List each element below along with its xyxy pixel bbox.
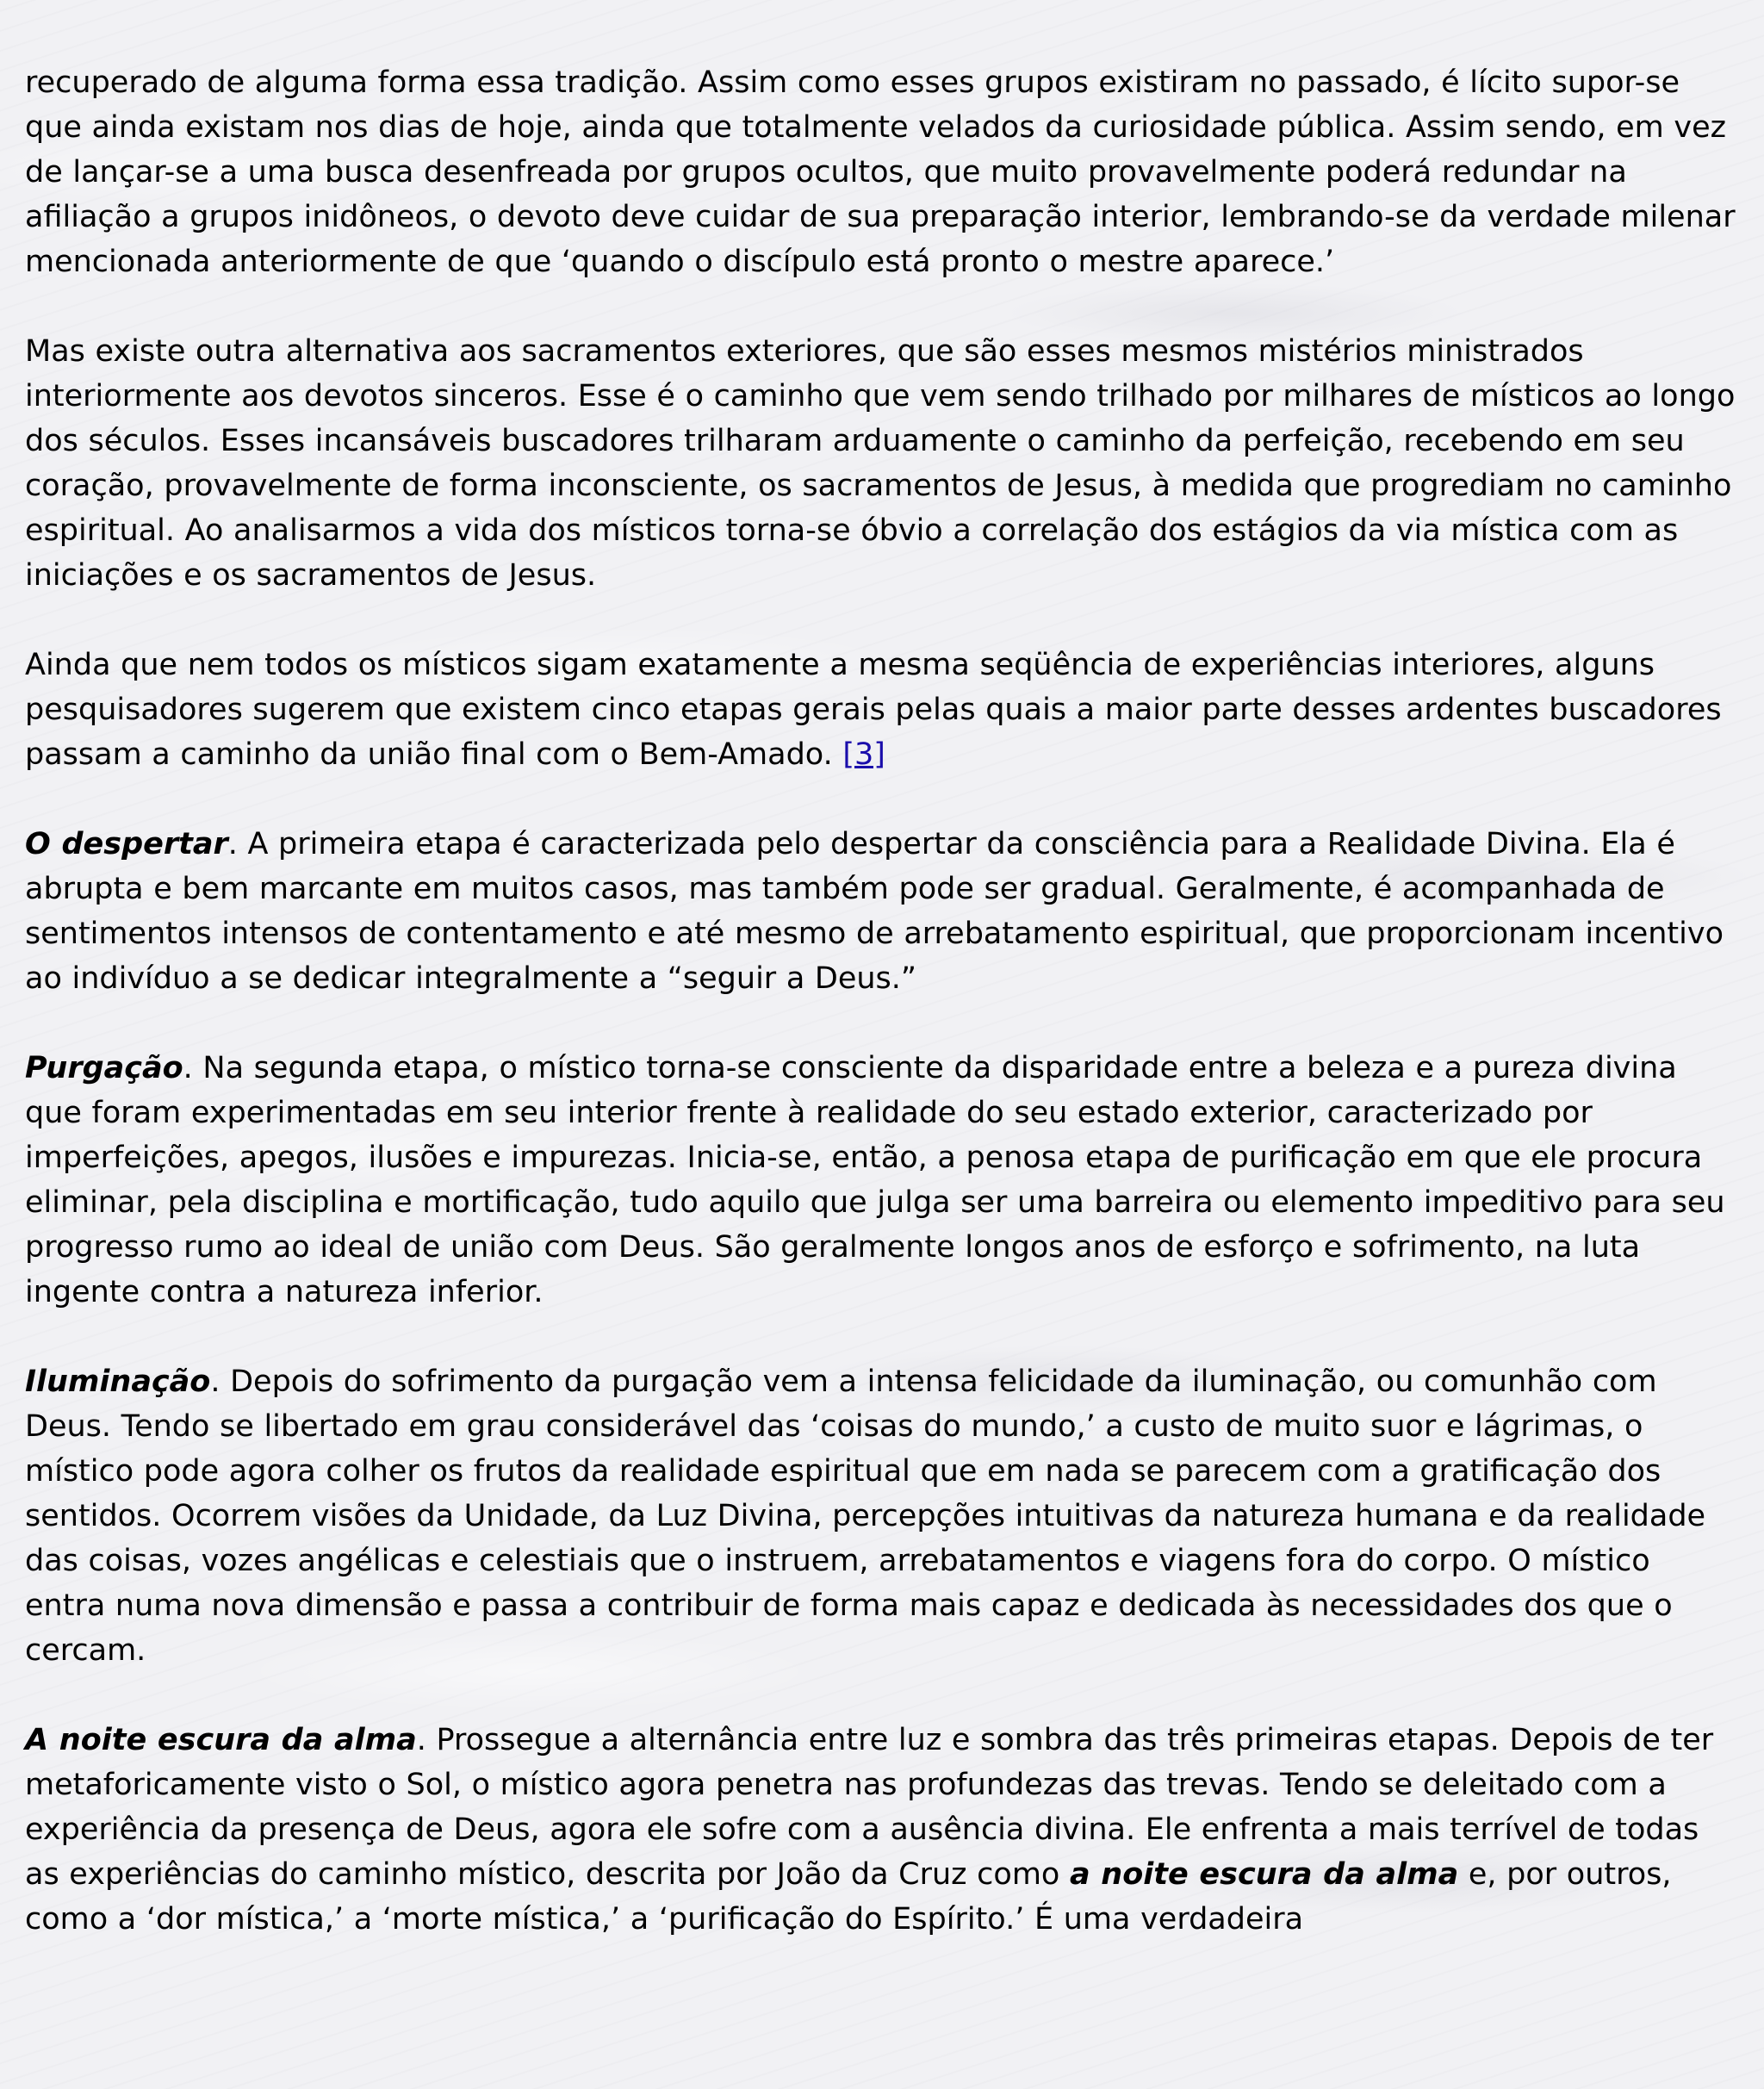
- paragraph-alternative: [25, 329, 1739, 598]
- paragraph-alternative-text: Mas existe outra alternativa aos sacramentos exteriores, que são esses mesmos mistérios ministrados interiormente aos devotos sinceros. Esse é o caminho que vem sendo trilhado por milhares de místicos ao longo dos séculos. Esses incansáveis buscadores trilharam arduamente o caminho da perfeição, recebendo em seu coração, provavelmente de forma inconsciente, os sacramentos de Jesus, à medida que progrediam no caminho espiritual. Ao analisarmos a vida dos místicos torna-se óbvio a correlação dos estágios da via mística com as iniciações e os sacramentos de Jesus.: [25, 334, 1736, 593]
- paragraph-purgation-text: . Na segunda etapa, o místico torna-se consciente da disparidade entre a beleza e a pureza divina que foram experimentadas em seu interior frente à realidade do seu estado exterior, caracterizado por imperfeições, apegos, ilusões e impurezas. Inicia-se, então, a penosa etapa de purificação em que ele procura eliminar, pela disciplina e mortificação, tudo aquilo que julga ser uma barreira ou elemento impeditivo para seu progresso rumo ao ideal de união com Deus. São geralmente longos anos de esforço e sofrimento, na luta ingente contra a natureza inferior.: [25, 1051, 1725, 1309]
- term-purgation: Purgação: [25, 1051, 183, 1085]
- term-dark-night-inline: a noite escura da alma: [1069, 1857, 1459, 1892]
- paragraph-dark-night-text-a: . Prossegue a alternância entre luz e sombra das três primeiras etapas. Depois de ter metaforicamente visto o Sol, o místico agora penetra nas profundezas das trevas. Tendo se deleitado com a experiência da presença de Deus, agora ele sofre com a ausência divina. Ele enfrenta a mais terrível de todas as experiências do caminho místico, descrita por João da Cruz como: [25, 1723, 1714, 1892]
- term-awakening: O despertar: [25, 827, 228, 861]
- paragraph-dark-night-text-b: e, por outros, como a ‘dor mística,’ a ‘morte mística,’ a ‘purificação do Espírito.’ É uma verdadeira: [25, 1857, 1672, 1937]
- term-dark-night: A noite escura da alma: [25, 1723, 417, 1757]
- document-body: [25, 60, 1739, 1986]
- paragraph-illumination: [25, 1359, 1739, 1673]
- paragraph-purgation: [25, 1046, 1739, 1315]
- paragraph-five-stages: [25, 643, 1739, 777]
- paragraph-dark-night: [25, 1718, 1739, 1942]
- paragraph-illumination-text: . Depois do sofrimento da purgação vem a intensa felicidade da iluminação, ou comunhão com Deus. Tendo se libertado em grau considerável das ‘coisas do mundo,’ a custo de muito suor e lágrimas, o místico pode agora colher os frutos da realidade espiritual que em nada se parecem com a gratificação dos sentidos. Ocorrem visões da Unidade, da Luz Divina, percepções intuitivas da natureza humana e da realidade das coisas, vozes angélicas e celestiais que o instruem, arrebatamentos e viagens fora do corpo. O místico entra numa nova dimensão e passa a contribuir de forma mais capaz e dedicada às necessidades dos que o cercam.: [25, 1365, 1706, 1668]
- term-illumination: Iluminação: [25, 1365, 211, 1399]
- paragraph-tradition: [25, 60, 1739, 284]
- footnote-link-3[interactable]: [3]: [842, 737, 885, 772]
- paragraph-five-stages-text: Ainda que nem todos os místicos sigam exatamente a mesma seqüência de experiências interiores, alguns pesquisadores sugerem que existem cinco etapas gerais pelas quais a maior parte desses ardentes buscadores passam a caminho da união final com o Bem-Amado.: [25, 648, 1722, 772]
- paragraph-awakening: [25, 822, 1739, 1001]
- paragraph-awakening-text: . A primeira etapa é caracterizada pelo despertar da consciência para a Realidade Divina. Ela é abrupta e bem marcante em muitos casos, mas também pode ser gradual. Geralmente, é acompanhada de sentimentos intensos de contentamento e até mesmo de arrebatamento espiritual, que proporcionam incentivo ao indivíduo a se dedicar integralmente a “seguir a Deus.”: [25, 827, 1724, 996]
- paragraph-tradition-text: recuperado de alguma forma essa tradição. Assim como esses grupos existiram no passado, é lícito supor-se que ainda existam nos dias de hoje, ainda que totalmente velados da curiosidade pública. Assim sendo, em vez de lançar-se a uma busca desenfreada por grupos ocultos, que muito provavelmente poderá redundar na afiliação a grupos inidôneos, o devoto deve cuidar de sua preparação interior, lembrando-se da verdade milenar mencionada anteriormente de que ‘quando o discípulo está pronto o mestre aparece.’: [25, 65, 1736, 279]
